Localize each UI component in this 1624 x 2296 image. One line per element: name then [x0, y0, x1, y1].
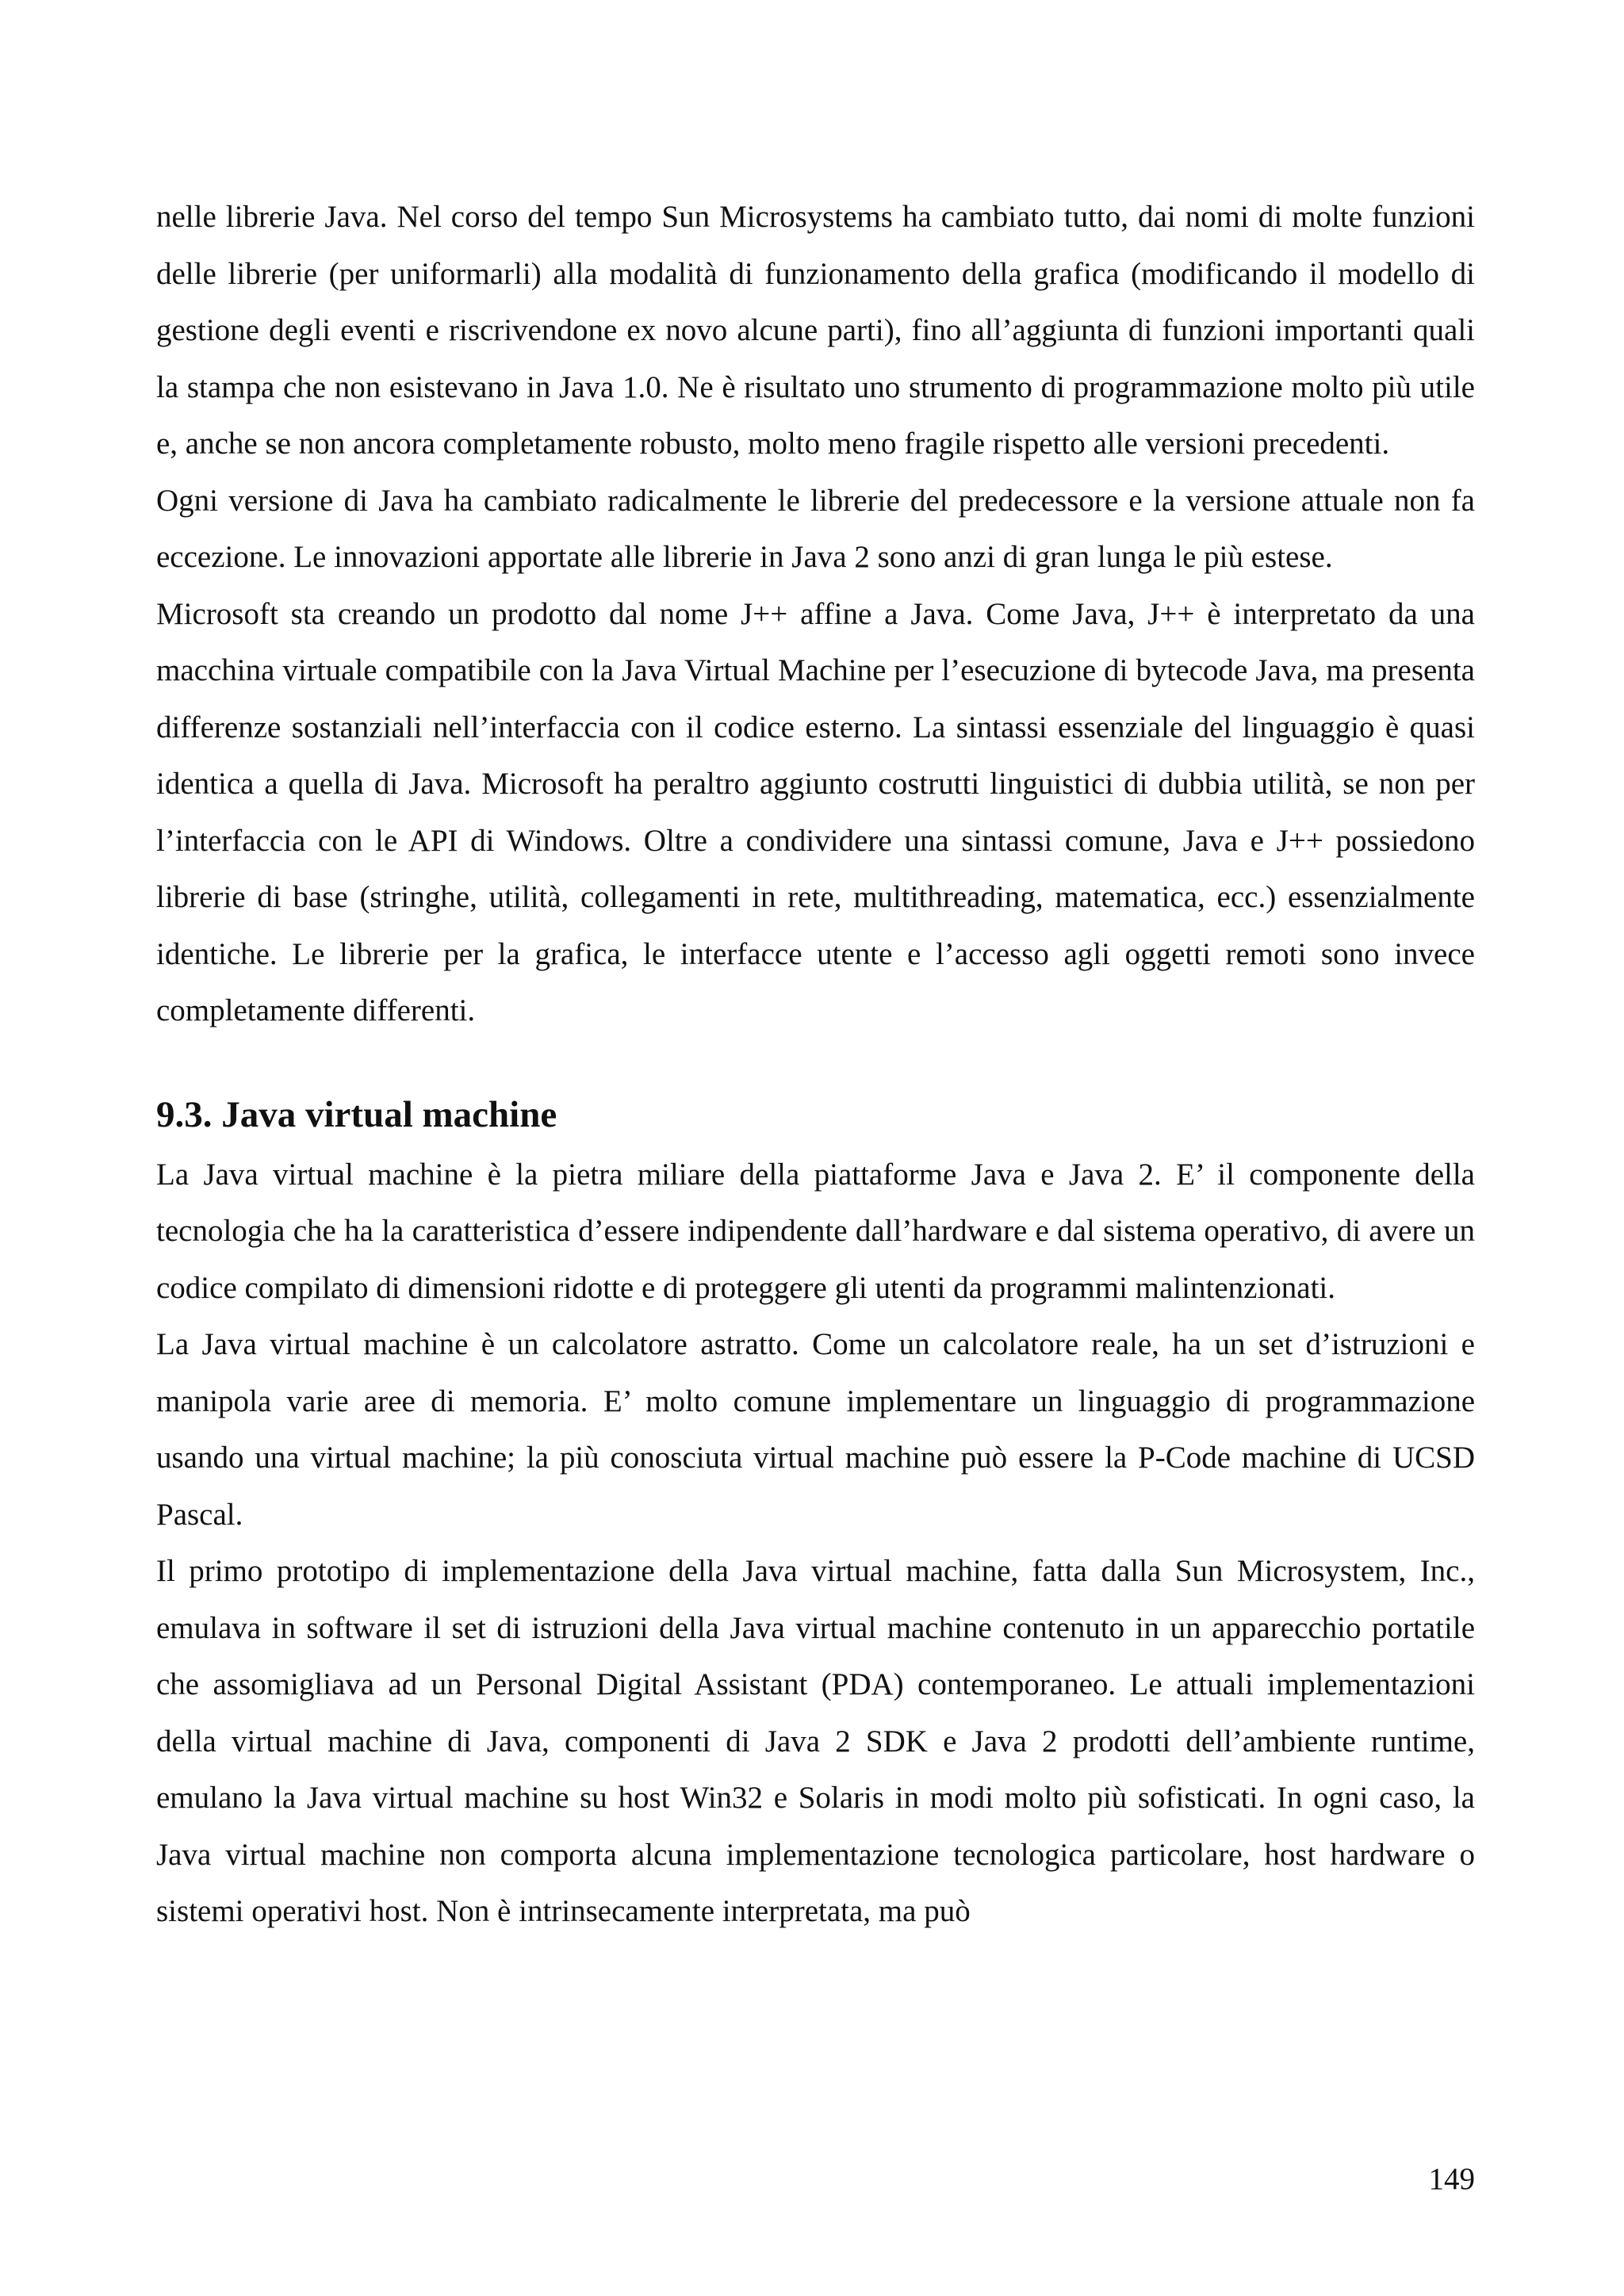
section-java-virtual-machine: [156, 1083, 1475, 1940]
paragraph: La Java virtual machine è la pietra miliare della piattaforme Java e Java 2. E’ il componente della tecnologia che ha la caratteristica d’essere indipendente dall’hardware e dal sistema operativo, di avere un codice compilato di dimensioni ridotte e di proteggere gli utenti da programmi malintenzionati.: [156, 1157, 1475, 1305]
paragraph: nelle librerie Java. Nel corso del tempo Sun Microsystems ha cambiato tutto, dai nomi di molte funzioni delle librerie (per uniformarli) alla modalità di funzionamento della grafica (modificando il modello di gestione degli eventi e riscrivendone ex novo alcune parti), fino all’aggiunta di funzioni importanti quali la stampa che non esistevano in Java 1.0. Ne è risultato uno strumento di programmazione molto più utile e, anche se non ancora completamente robusto, molto meno fragile rispetto alle versioni precedenti.: [156, 200, 1475, 461]
page-number: 149: [1428, 2162, 1475, 2196]
section-heading: 9.3. Java virtual machine: [156, 1093, 557, 1135]
paragraph: Microsoft sta creando un prodotto dal nome J++ affine a Java. Come Java, J++ è interpretato da una macchina virtuale compatibile con la Java Virtual Machine per l’esecuzione di bytecode Java, ma presenta differenze sostanziali nell’interfaccia con il codice esterno. La sintassi essenziale del linguaggio è quasi identica a quella di Java. Microsoft ha peraltro aggiunto costrutti linguistici di dubbia utilità, se non per l’interfaccia con le API di Windows. Oltre a condividere una sintassi comune, Java e J++ possiedono librerie di base (stringhe, utilità, collegamenti in rete, multithreading, matematica, ecc.) essenzialmente identiche. Le librerie per la grafica, le interfacce utente e l’accesso agli oggetti remoti sono invece completamente differenti.: [156, 596, 1475, 1027]
section-libraries: [156, 189, 1475, 1039]
document-page: [156, 189, 1475, 1940]
paragraph: Il primo prototipo di implementazione della Java virtual machine, fatta dalla Sun Microsystem, Inc., emulava in software il set di istruzioni della Java virtual machine contenuto in un apparecchio portatile che assomigliava ad un Personal Digital Assistant (PDA) contemporaneo. Le attuali implementazioni della virtual machine di Java, componenti di Java 2 SDK e Java 2 prodotti dell’ambiente runtime, emulano la Java virtual machine su host Win32 e Solaris in modi molto più sofisticati. In ogni caso, la Java virtual machine non comporta alcuna implementazione tecnologica particolare, host hardware o sistemi operativi host. Non è intrinsecamente interpretata, ma può: [156, 1554, 1475, 1928]
paragraph: Ogni versione di Java ha cambiato radicalmente le librerie del predecessore e la versione attuale non fa eccezione. Le innovazioni apportate alle librerie in Java 2 sono anzi di gran lunga le più estese.: [156, 483, 1475, 574]
paragraph: La Java virtual machine è un calcolatore astratto. Come un calcolatore reale, ha un set d’istruzioni e manipola varie aree di memoria. E’ molto comune implementare un linguaggio di programmazione usando una virtual machine; la più conosciuta virtual machine può essere la P-Code machine di UCSD Pascal.: [156, 1327, 1475, 1532]
